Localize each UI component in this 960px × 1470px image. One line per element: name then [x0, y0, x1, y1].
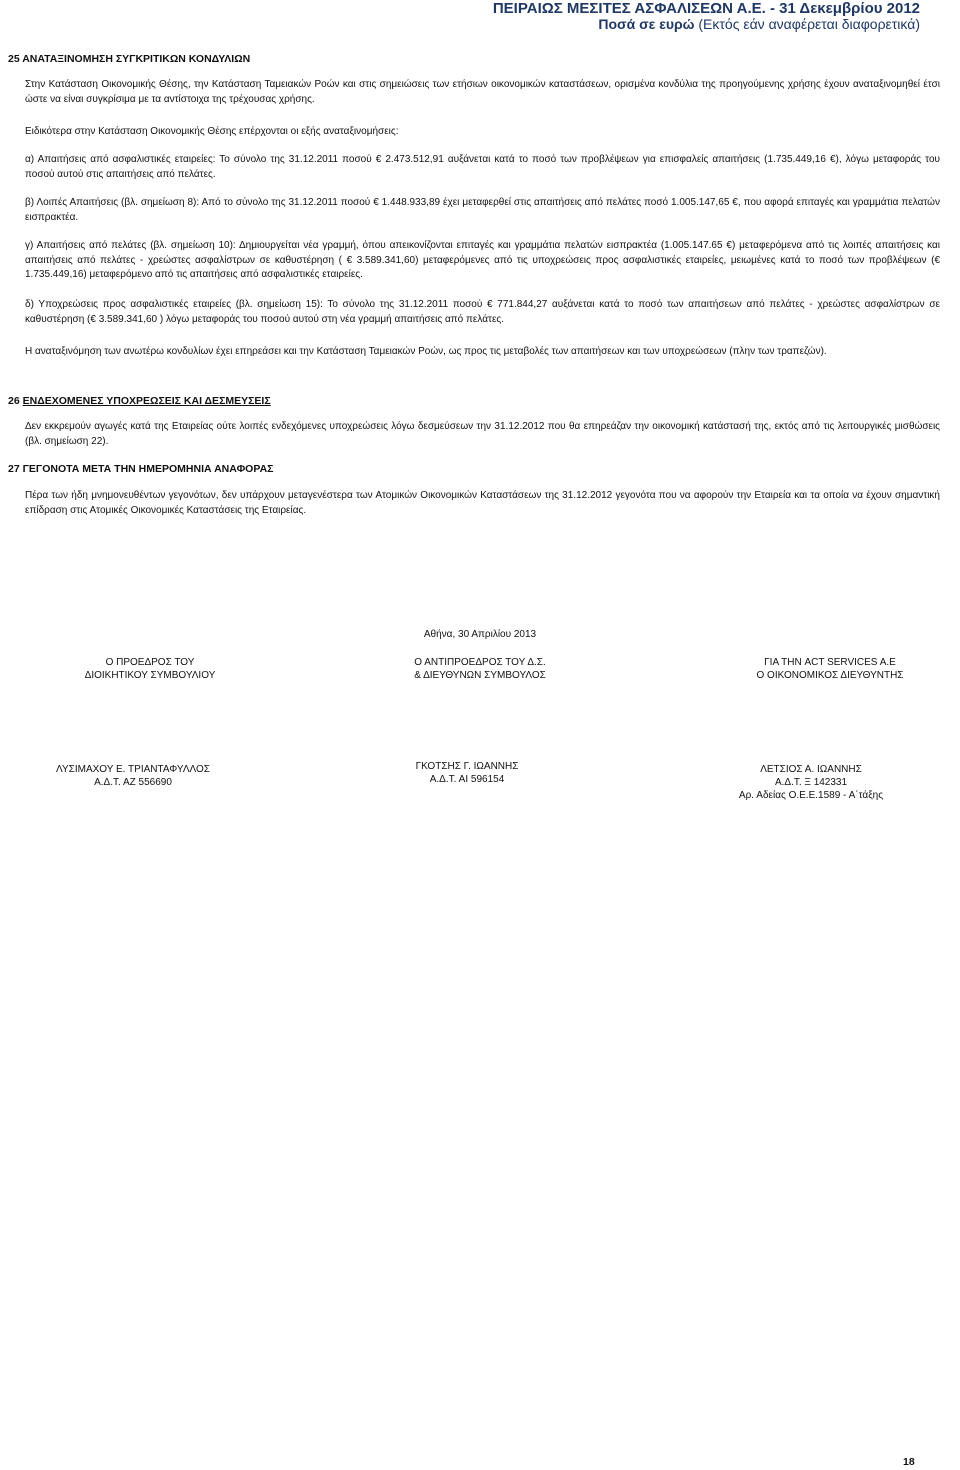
- section-26-paragraph: Δεν εκκρεμούν αγωγές κατά της Εταιρείας ούτε λοιπές ενδεχόμενες υποχρεώσεις λόγω δεσμεύσεων την 31.12.2012 που θα επηρεάζαν την οικονομική κατάστασή της, εκτός από τις λειτουργικές μισθώσεις (βλ. σημείωση 22).: [25, 421, 940, 447]
- page-number: 18: [903, 1456, 915, 1468]
- section-27-title: 27 ΓΕΓΟΝΟΤΑ ΜΕΤΑ ΤΗΝ ΗΜΕΡΟΜΗΝΙΑ ΑΝΑΦΟΡΑΣ: [8, 463, 274, 475]
- signature-block-cfo: [730, 656, 930, 682]
- cfo-id: Α.Δ.Τ. Ξ 142331: [774, 777, 848, 788]
- section-25-title: 25 ΑΝΑΤΑΞΙΝΟΜΗΣΗ ΣΥΓΚΡΙΤΙΚΩΝ ΚΟΝΔΥΛΙΩΝ: [8, 53, 251, 65]
- section-27-paragraph: Πέρα των ήδη μνημονευθέντων γεγονότων, δεν υπάρχουν μεταγενέστερα των Ατομικών Οικονομικών Καταστάσεων της 31.12.2012 γεγονότα που να αφορούν την Εταιρεία και τα οποία να έχουν σημαντική επίδραση στις Ατομικές Οικονομικές Καταστάσεις της Εταιρείας.: [25, 490, 940, 516]
- vice-president-role-line-1: Ο ΑΝΤΙΠΡΟΕΔΡΟΣ ΤΟΥ Δ.Σ.: [414, 657, 546, 668]
- vice-president-role-line-2: & ΔΙΕΥΘΥΝΩΝ ΣΥΜΒΟΥΛΟΣ: [414, 670, 546, 681]
- signature-block-president: [50, 656, 250, 682]
- president-role-line-1: Ο ΠΡΟΕΔΡΟΣ ΤΟΥ: [105, 657, 195, 668]
- currency-note: Ποσά σε ευρώ: [598, 16, 695, 32]
- document-header-subtitle: [598, 16, 920, 33]
- section-26-title: [8, 395, 271, 407]
- section-25-item-c: γ) Απαιτήσεις από πελάτες (βλ. σημείωση 10): Δημιουργείται νέα γραμμή, όπου απεικονίζονται επιταγές και γραμμάτια πελατών εισπρακτέα (1.005.147.65 €) μεταφερόμενα από τις λοιπές απαιτήσεις και απαιτήσεις από πελάτες - χρεώστες ασφαλίστρων σε καθυστέρηση ( € 3.589.341,60) μεταφερόμενες από τις υποχρεώσεις προς ασφαλιστικές εταιρείες, μειωμένες κατά το ποσό των προβλέψεων (€ 1.735.449,16) μεταφερόμενο από τις απαιτήσεις από ασφαλιστικές εταιρείες.: [25, 240, 940, 280]
- section-25-item-b: β) Λοιπές Απαιτήσεις (βλ. σημείωση 8): Από το σύνολο της 31.12.2011 ποσού € 1.448.933,89 έχει μεταφερθεί στις απαιτήσεις από πελάτες ποσό 1.005.147,65 €, που αφορά επιταγές και γραμμάτια πελατών εισπρακτέα.: [25, 197, 940, 223]
- currency-note-qualifier: (Εκτός εάν αναφέρεται διαφορετικά): [694, 16, 920, 32]
- president-name: ΛΥΣΙΜΑΧΟΥ Ε. ΤΡΙΑΝΤΑΦΥΛΛΟΣ: [56, 764, 210, 775]
- section-25-paragraph-2: Ειδικότερα στην Κατάσταση Οικονομικής Θέσης επέρχονται οι εξής αναταξινομήσεις:: [25, 126, 399, 137]
- vice-president-name: ΓΚΟΤΣΗΣ Γ. ΙΩΑΝΝΗΣ: [415, 761, 519, 772]
- document-header-title: ΠΕΙΡΑΙΩΣ ΜΕΣΙΤΕΣ ΑΣΦΑΛΙΣΕΩΝ Α.Ε. - 31 Δεκεμβρίου 2012: [492, 0, 920, 17]
- president-role-line-2: ΔΙΟΙΚΗΤΙΚΟΥ ΣΥΜΒΟΥΛΙΟΥ: [84, 670, 216, 681]
- cfo-name: ΛΕΤΣΙΟΣ Α. ΙΩΑΝΝΗΣ: [760, 764, 862, 775]
- section-26-heading: ΕΝΔΕΧΟΜΕΝΕΣ ΥΠΟΧΡΕΩΣΕΙΣ ΚΑΙ ΔΕΣΜΕΥΣΕΙΣ: [22, 395, 271, 407]
- section-25-paragraph-1: Στην Κατάσταση Οικονομικής Θέσης, την Κατάσταση Ταμειακών Ροών και στις σημειώσεις των ετήσιων οικονομικών καταστάσεων, ορισμένα κονδύλια της προηγούμενης χρήσης έχουν αναταξινομηθεί έτσι ώστε να είναι συγκρίσιμα με τα αντίστοιχα της τρέχουσας χρήσης.: [25, 79, 940, 105]
- vice-president-id: Α.Δ.Τ. ΑΙ 596154: [429, 774, 505, 785]
- cfo-role-line-1: ΓΙΑ ΤΗΝ ACT SERVICES A.E: [764, 657, 896, 668]
- cfo-role-line-2: Ο ΟΙΚΟΝΟΜΙΚΟΣ ΔΙΕΥΘΥΝΤΗΣ: [756, 670, 904, 681]
- section-26-number: 26: [8, 395, 23, 407]
- president-id: Α.Δ.Τ. ΑΖ 556690: [94, 777, 172, 788]
- place-and-date: Αθήνα, 30 Απριλίου 2013: [423, 629, 537, 640]
- cfo-signatory: [711, 763, 911, 802]
- section-25-item-a: α) Απαιτήσεις από ασφαλιστικές εταιρείες: Το σύνολο της 31.12.2011 ποσού € 2.473.512,91 αυξάνεται κατά το ποσό των προβλέψεων για επισφαλείς απαιτήσεις (1.735.449,16 €), λόγω μεταφοράς του ποσού αυτού στις απαιτήσεις από πελάτες.: [25, 154, 940, 180]
- section-25-paragraph-3: Η αναταξινόμηση των ανωτέρω κονδυλίων έχει επηρεάσει και την Κατάσταση Ταμειακών Ροών, ως προς τις μεταβολές των απαιτήσεων και των υποχρεώσεων (πλην των τραπεζών).: [25, 346, 827, 357]
- signature-block-vice-president: [380, 656, 580, 682]
- vice-president-signatory: [367, 760, 567, 786]
- section-25-item-d: δ) Υποχρεώσεις προς ασφαλιστικές εταιρείες (βλ. σημείωση 15): Το σύνολο της 31.12.2011 ποσού € 771.844,27 αυξάνεται κατά το ποσό των απαιτήσεων από πελάτες - χρεώστες ασφαλίστρων σε καθυστέρηση (€ 3.589.341,60 ) λόγω μεταφοράς του ποσού αυτού στη νέα γραμμή απαιτήσεις από πελάτες.: [25, 299, 940, 325]
- president-signatory: [33, 763, 233, 789]
- cfo-license: Αρ. Αδείας Ο.Ε.Ε.1589 - Α΄τάξης: [738, 790, 884, 801]
